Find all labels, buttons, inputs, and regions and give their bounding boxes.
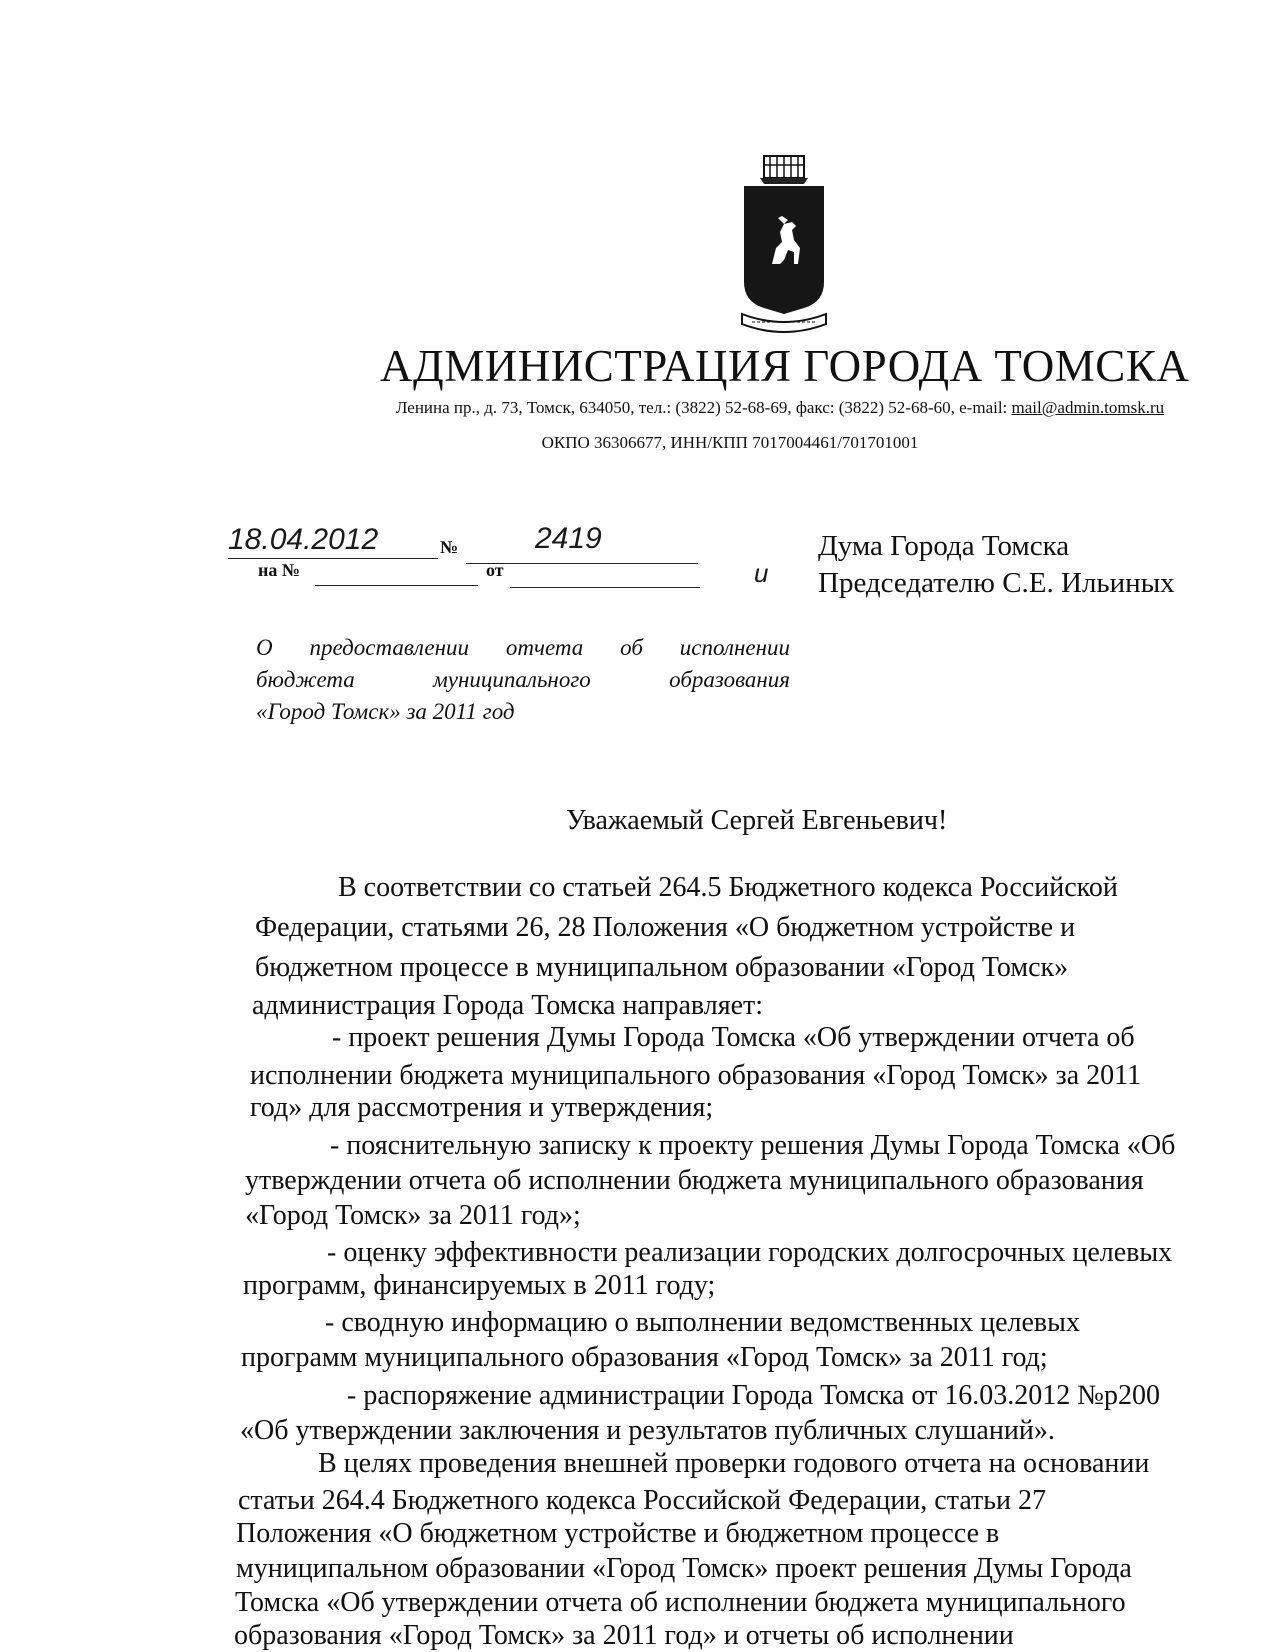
email-link[interactable]: mail@admin.tomsk.ru: [1011, 398, 1165, 417]
reply-from-label: от: [486, 560, 504, 580]
body-line: - сводную информацию о выполнении ведомственных целевых: [325, 1307, 1080, 1338]
body-line: бюджетном процессе в муниципальном образовании «Город Томск»: [255, 952, 1069, 983]
body-line: «Об утверждении заключения и результатов публичных слушаний».: [240, 1415, 1055, 1446]
recipient-person: Председателю С.Е. Ильиных: [818, 567, 1175, 599]
body-line: - проект решения Думы Города Томска «Об утверждении отчета об: [332, 1022, 1135, 1053]
body-line: «Город Томск» за 2011 год»;: [245, 1200, 581, 1231]
subject-line: О предоставлении отчета об исполнении: [256, 635, 790, 660]
city-coat-of-arms-icon: [738, 152, 830, 344]
outgoing-date: 18.04.2012: [228, 523, 379, 556]
subject-line: бюджета муниципального образования: [256, 667, 790, 692]
body-line: В целях проведения внешней проверки годового отчета на основании: [318, 1448, 1150, 1479]
letter-subject: [256, 632, 790, 728]
body-line: образования «Город Томск» за 2011 год» и отчеты об исполнении: [234, 1620, 1014, 1651]
body-line: - распоряжение администрации Города Томска от 16.03.2012 №р200: [347, 1380, 1160, 1411]
body-line: исполнении бюджета муниципального образования «Город Томск» за 2011: [250, 1060, 1142, 1091]
organization-codes: ОКПО 36306677, ИНН/КПП 7017004461/701701001: [541, 433, 919, 452]
reply-number-label: на №: [258, 560, 300, 580]
recipient-organization: Дума Города Томска: [818, 530, 1070, 562]
body-line: администрация Города Томска направляет:: [252, 990, 764, 1021]
organization-address: [280, 398, 1275, 418]
outgoing-number-label: №: [440, 537, 459, 557]
address-text: Ленина пр., д. 73, Томск, 634050, тел.: (3822) 52-68-69, факс: (3822) 52-68-60, e-mail:: [395, 398, 1012, 417]
outgoing-number: 2419: [535, 522, 602, 555]
body-line: - пояснительную записку к проекту решения Думы Города Томска «Об: [330, 1130, 1176, 1161]
date-underline: [228, 558, 438, 559]
body-line: Положения «О бюджетном устройстве и бюджетном процессе в: [236, 1518, 1000, 1549]
body-line: муниципальном образовании «Город Томск» проект решения Думы Города: [236, 1553, 1132, 1584]
organization-title: АДМИНИСТРАЦИЯ ГОРОДА ТОМСКА: [380, 341, 1190, 391]
reply-number-underline: [315, 585, 478, 586]
body-line: В соответствии со статьей 264.5 Бюджетного кодекса Российской: [338, 872, 1118, 903]
body-line: - оценку эффективности реализации городских долгосрочных целевых: [327, 1237, 1173, 1268]
subject-line: «Город Томск» за 2011 год: [256, 699, 515, 724]
body-line: статьи 264.4 Бюджетного кодекса Российской Федерации, статьи 27: [238, 1485, 1047, 1516]
body-line: программ муниципального образования «Город Томск» за 2011 год;: [241, 1342, 1048, 1373]
body-line: год» для рассмотрения и утверждения;: [250, 1092, 714, 1123]
body-line: Федерации, статьями 26, 28 Положения «О бюджетном устройстве и: [255, 912, 1076, 943]
body-line: программ, финансируемых в 2011 году;: [243, 1270, 716, 1301]
salutation: Уважаемый Сергей Евгеньевич!: [566, 805, 948, 836]
body-line: утверждении отчета об исполнении бюджета муниципального образования: [245, 1165, 1144, 1196]
handwritten-mark: и: [754, 558, 769, 588]
body-line: Томска «Об утверждении отчета об исполнении бюджета муниципального: [235, 1587, 1126, 1618]
reply-from-underline: [510, 587, 700, 588]
